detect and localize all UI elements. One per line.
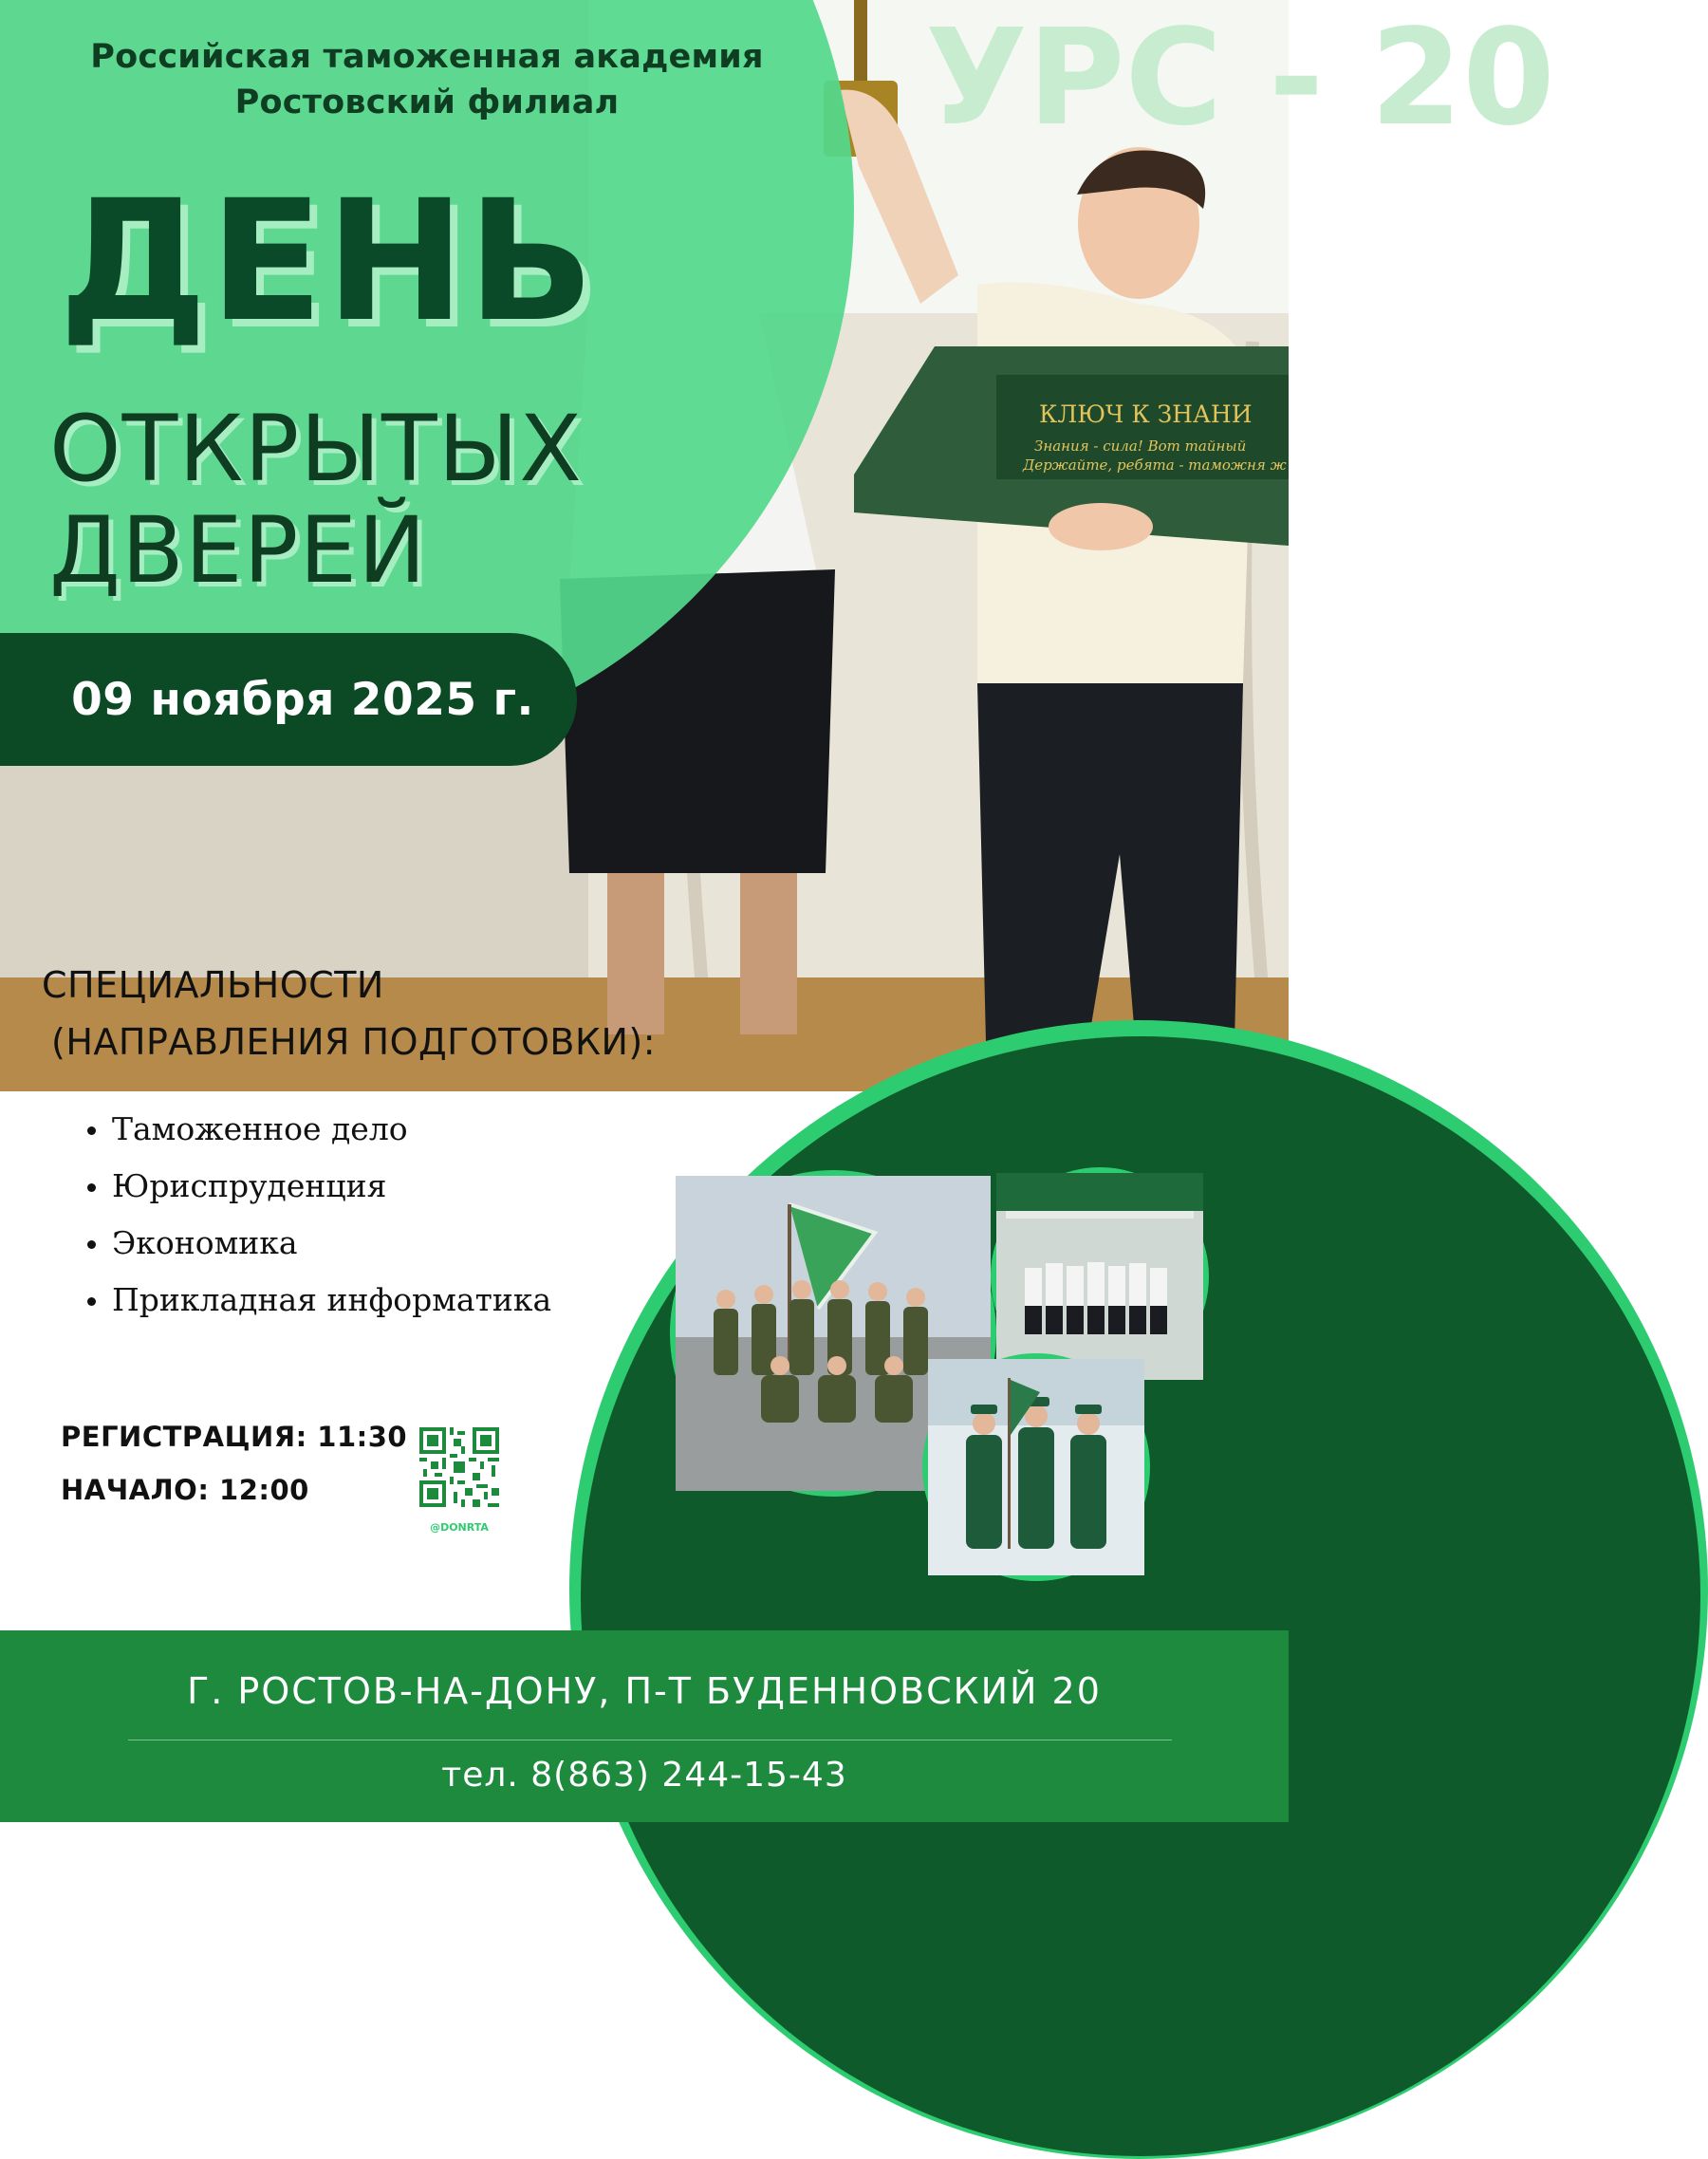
- specialties-list: [87, 1101, 551, 1329]
- event-date: 09 ноября 2025 г.: [71, 673, 534, 726]
- start-time: НАЧАЛО: 12:00: [61, 1474, 309, 1506]
- list-item: Экономика: [87, 1215, 551, 1272]
- specialties-heading-line1: СПЕЦИАЛЬНОСТИ: [42, 964, 384, 1006]
- date-banner: [0, 633, 577, 766]
- org-name: Российская таможенная академия: [90, 38, 764, 76]
- registration-time: РЕГИСТРАЦИЯ: 11:30: [61, 1421, 408, 1453]
- footer-address: Г. РОСТОВ-НА-ДОНУ, П-Т БУДЕННОВСКИЙ 20: [187, 1670, 1102, 1712]
- plaque-line1: Знания - сила! Вот тайный: [1034, 437, 1247, 455]
- title-line2: ОТКРЫТЫХ: [49, 396, 584, 502]
- photo-honor-guard: [922, 1353, 1150, 1581]
- footer-phone[interactable]: тел. 8(863) 244-15-43: [441, 1756, 847, 1795]
- list-item: Таможенное дело: [87, 1101, 551, 1158]
- list-item: Прикладная информатика: [87, 1272, 551, 1329]
- title-line3: ДВЕРЕЙ: [49, 497, 427, 604]
- specialties-heading-line2: (НАПРАВЛЕНИЯ ПОДГОТОВКИ):: [51, 1021, 656, 1063]
- banner-text: УРС - 20: [925, 1, 1555, 156]
- org-branch: Ростовский филиал: [234, 84, 620, 121]
- list-item: Юриспруденция: [87, 1158, 551, 1215]
- qr-code[interactable]: [416, 1424, 503, 1511]
- plaque-title: КЛЮЧ К ЗНАНИ: [1039, 400, 1253, 428]
- specialties-heading: [42, 957, 687, 1070]
- plaque-line2: Держайте, ребята - таможня ж: [1023, 456, 1287, 474]
- title-line1: ДЕНЬ: [59, 164, 597, 359]
- photo-students-group: [991, 1167, 1209, 1386]
- qr-caption: @DONRTA: [430, 1521, 489, 1534]
